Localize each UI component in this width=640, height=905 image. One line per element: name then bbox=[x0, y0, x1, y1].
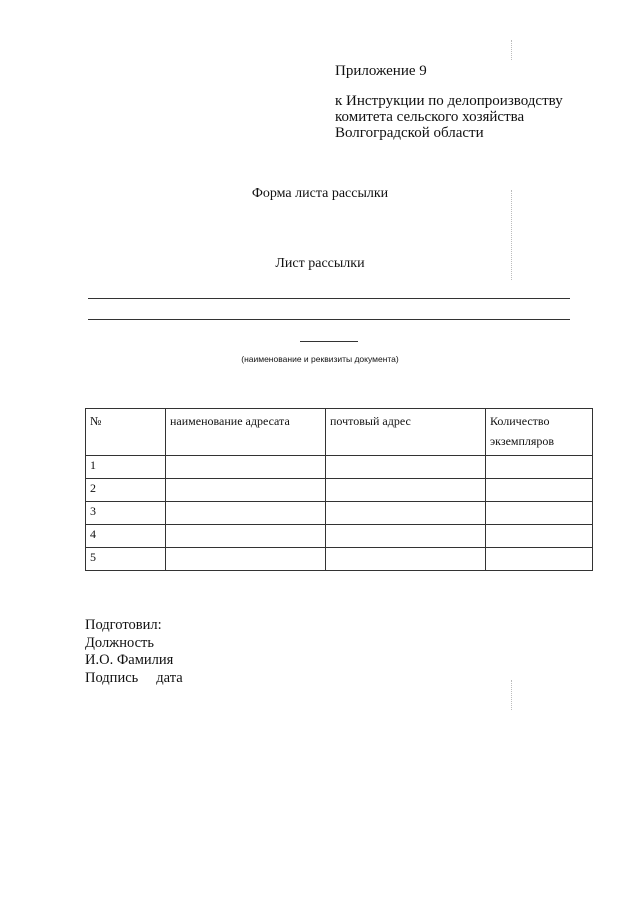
name-label: И.О. Фамилия bbox=[85, 652, 174, 668]
copies-cell bbox=[486, 525, 593, 548]
prepared-by-label: Подготовил: bbox=[85, 617, 162, 633]
row-number: 5 bbox=[86, 548, 166, 571]
copies-cell bbox=[486, 479, 593, 502]
header-number: № bbox=[86, 409, 166, 456]
appendix-line-2: комитета сельского хозяйства bbox=[335, 109, 525, 125]
position-label: Должность bbox=[85, 634, 154, 651]
copies-cell bbox=[486, 502, 593, 525]
signature-date-line bbox=[85, 670, 183, 688]
table-row bbox=[86, 456, 593, 479]
copies-cell bbox=[486, 548, 593, 571]
header-addressee: наименование адресата bbox=[166, 409, 326, 456]
addressee-cell bbox=[166, 525, 326, 548]
address-cell bbox=[326, 502, 486, 525]
address-cell bbox=[326, 525, 486, 548]
appendix-line-3: Волгоградской области bbox=[335, 125, 484, 141]
row-number: 4 bbox=[86, 525, 166, 548]
address-cell bbox=[326, 479, 486, 502]
appendix-title: Приложение 9 bbox=[335, 63, 427, 79]
form-title: Форма листа рассылки bbox=[251, 186, 389, 201]
address-cell bbox=[326, 456, 486, 479]
table-header-row bbox=[86, 409, 593, 456]
addressee-cell bbox=[166, 456, 326, 479]
row-number: 2 bbox=[86, 479, 166, 502]
addressee-cell bbox=[166, 479, 326, 502]
appendix-header bbox=[335, 63, 563, 141]
addressee-cell bbox=[166, 502, 326, 525]
row-number: 3 bbox=[86, 502, 166, 525]
scan-speck bbox=[511, 40, 515, 60]
address-cell bbox=[326, 548, 486, 571]
table-row bbox=[86, 548, 593, 571]
document-caption: (наименование и реквизиты документа) bbox=[241, 354, 399, 364]
row-number: 1 bbox=[86, 456, 166, 479]
document-title: Лист рассылки bbox=[275, 256, 365, 271]
blank-line-2 bbox=[88, 319, 570, 320]
addressee-cell bbox=[166, 548, 326, 571]
date-label: дата bbox=[156, 669, 183, 686]
table-row bbox=[86, 479, 593, 502]
table-row bbox=[86, 502, 593, 525]
signature-label: Подпись bbox=[85, 669, 139, 686]
blank-line-1 bbox=[88, 298, 570, 299]
mailing-table bbox=[85, 408, 593, 571]
blank-line-3 bbox=[300, 341, 358, 342]
copies-cell bbox=[486, 456, 593, 479]
scan-speck bbox=[511, 680, 515, 710]
header-copies: Количество экземпляров bbox=[486, 409, 593, 456]
signoff-block bbox=[85, 617, 183, 687]
table-row bbox=[86, 525, 593, 548]
appendix-line-1: к Инструкции по делопроизводству bbox=[335, 93, 563, 109]
header-postal-address: почтовый адрес bbox=[326, 409, 486, 456]
